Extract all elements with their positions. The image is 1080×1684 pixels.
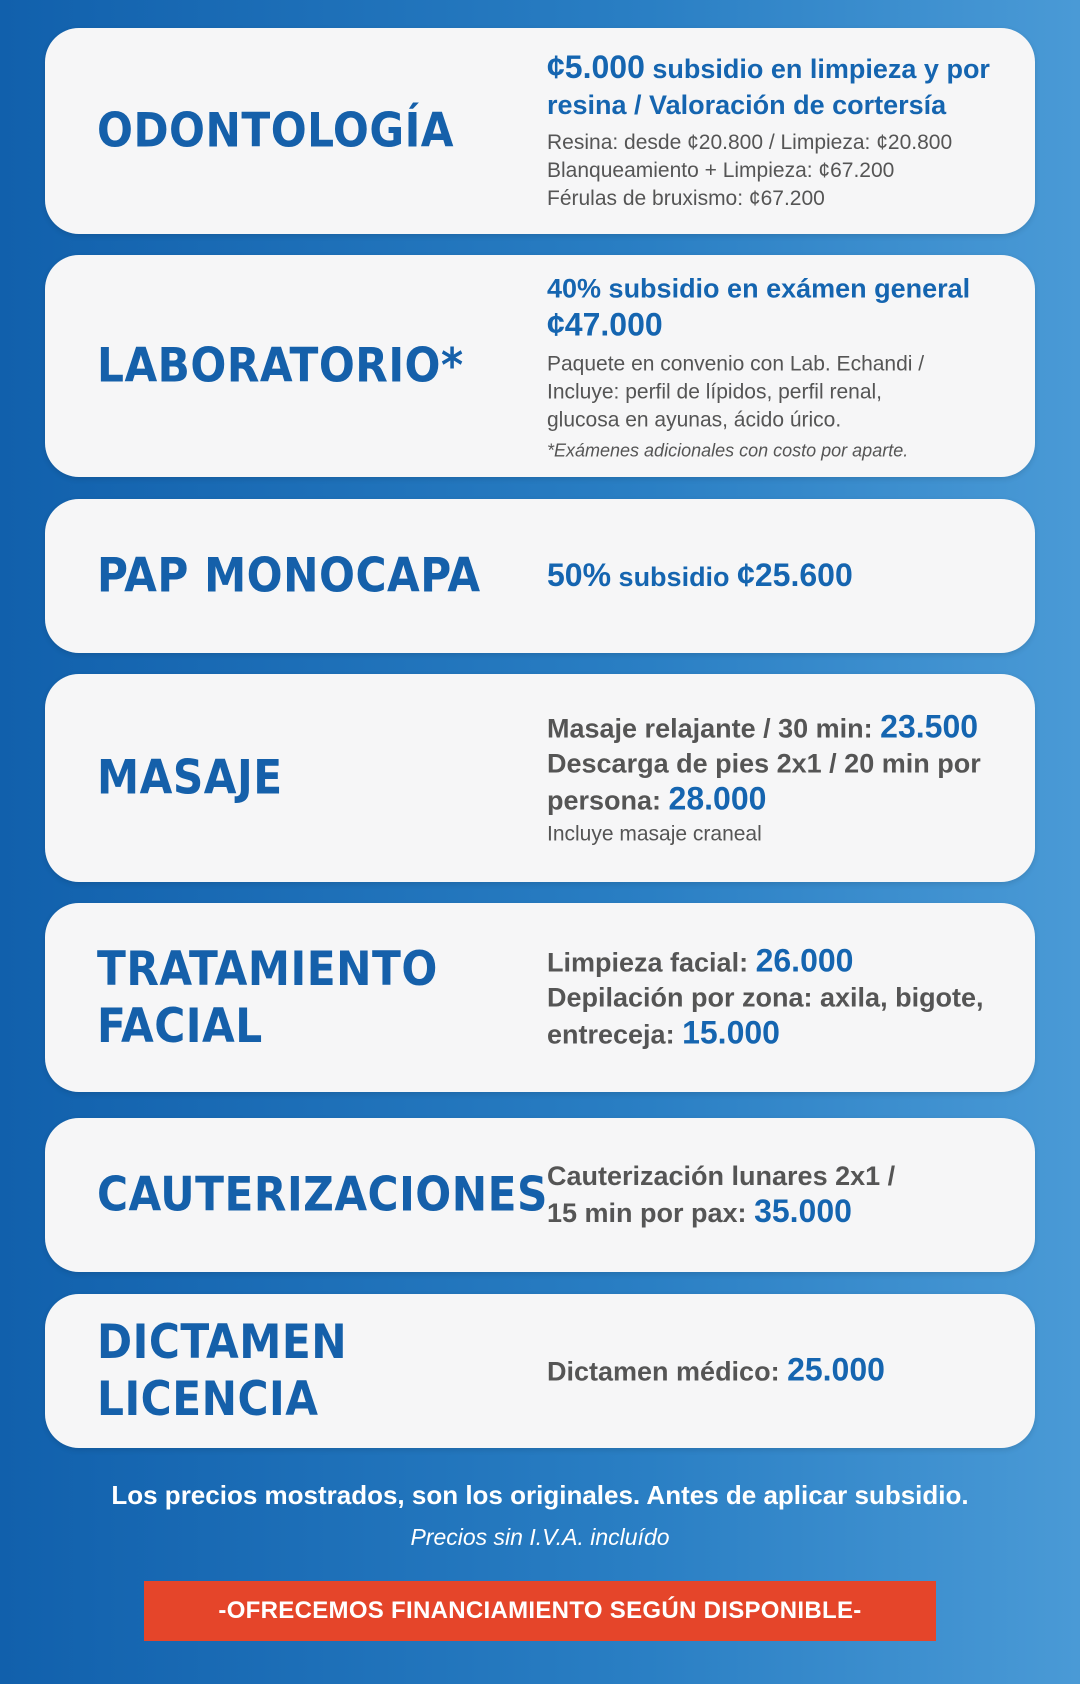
price-disclaimer: Los precios mostrados, son los originales. Antes de aplicar subsidio. [111,1480,969,1510]
service-info [547,710,1017,847]
price-line [547,710,1017,747]
headline [547,557,1017,595]
headline [547,271,1017,345]
title-line: FACIAL [97,998,263,1054]
note: Incluye masaje craneal [547,822,762,846]
service-info [547,1159,927,1231]
price-value: 26.000 [755,942,854,978]
headline-amount: ¢47.000 [547,306,663,343]
card-dictamen-licencia [45,1294,1035,1448]
price-label: Descarga de pies 2x1 / 20 min por persona: [547,748,981,816]
headline-percent: 40% [547,273,602,304]
detail-line: glucosa en ayunas, ácido úrico. [547,408,842,432]
card-masaje [45,674,1035,882]
price-value: 25.000 [787,1351,885,1388]
details [547,129,1017,213]
price-value: 28.000 [668,780,767,817]
service-title [97,1314,527,1428]
headline-percent: 50% [547,557,612,593]
headline-amount: ¢25.600 [737,557,853,593]
price-line [547,1159,927,1231]
price-label: Cauterización lunares 2x1 / 15 min por pax: [547,1161,896,1228]
price-value: 15.000 [682,1014,780,1050]
service-info [547,557,1017,595]
price-label: Masaje relajante / 30 min: [547,713,881,744]
headline-text: subsidio en limpieza y por resina / Valoración de cortersía [547,54,990,120]
tax-note: Precios sin I.V.A. incluído [410,1524,670,1550]
price-line [547,943,1017,980]
price-label: Limpieza facial: [547,947,756,977]
price-line [547,980,1017,1052]
detail-line: Blanqueamiento + Limpieza: ¢67.200 [547,159,895,182]
headline-text: subsidio [611,562,738,592]
title-line: LICENCIA [97,1372,319,1427]
service-info [547,49,1017,213]
title-line: TRATAMIENTO [97,941,438,997]
detail-line: Paquete en convenio con Lab. Echandi / [547,352,925,376]
card-tratamiento-facial [45,903,1035,1092]
service-title: ODONTOLOGÍA [97,103,455,159]
headline-text: subsidio en exámen general [601,273,971,304]
card-odontologia [45,28,1035,234]
card-cauterizaciones [45,1118,1035,1272]
details [547,351,1017,435]
price-value: 23.500 [880,708,979,745]
service-title [97,941,527,1055]
detail-line: Resina: desde ¢20.800 / Limpieza: ¢20.800 [547,131,953,154]
price-label: Dictamen médico: [547,1356,788,1387]
service-info [547,271,1017,462]
card-pap-monocapa [45,499,1035,653]
footnote: *Exámenes adicionales con costo por aparte. [547,440,909,461]
card-laboratorio [45,255,1035,477]
title-line: DICTAMEN [97,1315,348,1370]
service-info [547,1353,1017,1390]
financing-banner: -OFRECEMOS FINANCIAMIENTO SEGÚN DISPONIBLE- [144,1581,936,1641]
detail-line: Incluye: perfil de lípidos, perfil renal, [547,380,883,404]
service-title: CAUTERIZACIONES [97,1167,548,1223]
price-value: 35.000 [754,1193,852,1229]
headline-amount: ¢5.000 [547,49,645,85]
service-title: PAP MONOCAPA [97,548,481,604]
detail-line: Férulas de bruxismo: ¢67.200 [547,187,825,210]
service-info [547,943,1017,1052]
headline [547,49,1017,123]
price-line [547,747,1017,819]
service-title: LABORATORIO* [97,338,464,394]
price-line [547,1353,1017,1390]
service-title: MASAJE [97,750,283,806]
price-label: Depilación por zona: axila, bigote, entreceja: [547,982,984,1049]
